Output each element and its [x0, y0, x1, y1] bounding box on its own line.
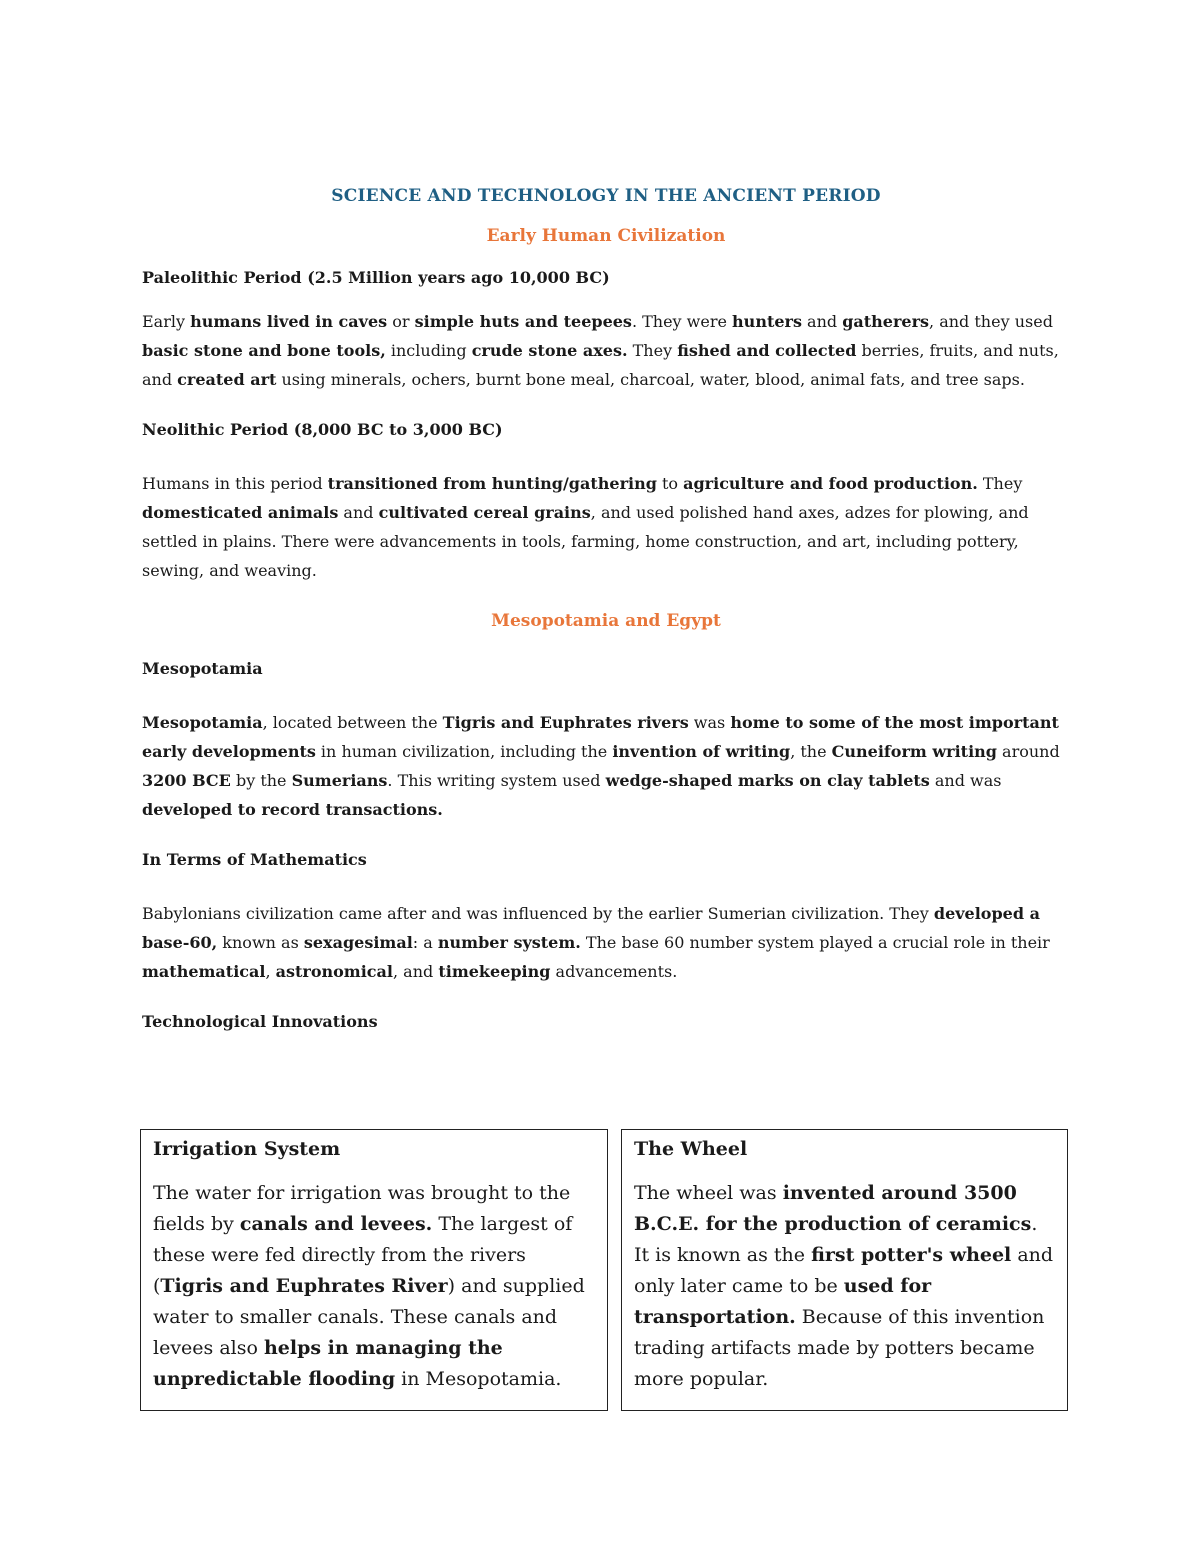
bold-text: Tigris and Euphrates River [160, 1275, 448, 1297]
bold-text: gatherers [842, 312, 930, 331]
bold-text: sexagesimal [303, 933, 413, 952]
bold-text: Sumerians [291, 771, 388, 790]
bold-text: transitioned from hunting/gathering [327, 474, 657, 493]
text-run: Babylonians civilization came after and was influenced by the earlier Sumerian civilization. They [142, 904, 934, 923]
bold-text: first potter's wheel [811, 1244, 1012, 1266]
text-run: and [801, 312, 843, 331]
wheel-title: The Wheel [634, 1138, 748, 1160]
text-run: Because of this invention trading artifacts made by potters became more popular. [634, 1306, 1045, 1390]
irrigation-system-text [153, 1178, 595, 1395]
text-run: to [656, 474, 684, 493]
document-page [142, 186, 1070, 1051]
text-run: . It is known as the [634, 1213, 1038, 1266]
text-run: or [387, 312, 415, 331]
bold-text: humans lived in caves [190, 312, 388, 331]
text-run: using minerals, ochers, burnt bone meal, charcoal, water, blood, animal fats, and tree saps. [276, 370, 1025, 389]
bold-text: basic stone and bone tools, [142, 341, 386, 360]
text-run: , located between the [262, 713, 443, 732]
bold-text: cultivated cereal grains [378, 503, 591, 522]
text-run: They [977, 474, 1023, 493]
bold-text: number system. [437, 933, 581, 952]
text-run: Early [142, 312, 191, 331]
bold-text: mathematical [142, 962, 266, 981]
paragraph-paleolithic [142, 307, 1070, 394]
text-run: and only later came to be [634, 1244, 1054, 1297]
text-run: The water for irrigation was brought to the fields by [153, 1182, 571, 1235]
text-run: . They were [631, 312, 733, 331]
text-run: advancements. [550, 962, 678, 981]
bold-text: helps in managing the unpredictable flooding [153, 1337, 503, 1390]
section-title-mesopotamia-egypt: Mesopotamia and Egypt [491, 611, 721, 631]
text-run: in Mesopotamia. [395, 1368, 562, 1390]
text-run: , the [790, 742, 832, 761]
heading-mathematics: In Terms of Mathematics [142, 850, 367, 869]
text-run: and was [929, 771, 1002, 790]
bold-text: Tigris and Euphrates rivers [442, 713, 689, 732]
bold-text: hunters [732, 312, 802, 331]
bold-text: agriculture and food production. [683, 474, 978, 493]
text-run: , and they used [929, 312, 1053, 331]
text-run: , and [393, 962, 439, 981]
bold-text: developed a base-60, [142, 904, 1040, 952]
bold-text: Mesopotamia [142, 713, 263, 732]
bold-text: timekeeping [438, 962, 551, 981]
bold-text: canals and levees. [239, 1213, 433, 1235]
text-run: ) and supplied water to smaller canals. These canals and levees also [153, 1275, 585, 1359]
text-run: by the [230, 771, 292, 790]
irrigation-system-title: Irrigation System [153, 1138, 341, 1160]
text-run: , [265, 962, 276, 981]
bold-text: simple huts and teepees [414, 312, 632, 331]
wheel-box [621, 1129, 1068, 1411]
text-run: berries, fruits, and nuts, and [142, 341, 1059, 389]
text-run: in human civilization, including the [315, 742, 613, 761]
heading-neolithic: Neolithic Period (8,000 BC to 3,000 BC) [142, 420, 503, 439]
paragraph-mathematics [142, 899, 1070, 986]
bold-text: home to some of the most important early developments [142, 713, 1059, 761]
heading-technological-innovations: Technological Innovations [142, 1012, 378, 1031]
text-run: They [627, 341, 678, 360]
heading-mesopotamia: Mesopotamia [142, 659, 263, 678]
document-title: SCIENCE AND TECHNOLOGY IN THE ANCIENT PERIOD [331, 186, 881, 206]
bold-text: created art [177, 370, 277, 389]
bold-text: developed to record transactions. [142, 800, 443, 819]
bold-text: Cuneiform writing [831, 742, 997, 761]
text-run: : a [412, 933, 438, 952]
bold-text: domesticated animals [142, 503, 339, 522]
paragraph-neolithic [142, 469, 1070, 585]
wheel-text [634, 1178, 1055, 1395]
text-run: including [385, 341, 472, 360]
innovations-boxes [140, 1129, 1068, 1413]
paragraph-mesopotamia [142, 708, 1070, 824]
text-run: The base 60 number system played a crucial role in their [580, 933, 1050, 952]
text-run: Humans in this period [142, 474, 328, 493]
text-run: known as [217, 933, 304, 952]
text-run: and [338, 503, 379, 522]
text-run: , and used polished hand axes, adzes for plowing, and settled in plains. There were advancements in tools, farming, home construction, and art, including pottery, sewing, and weaving. [142, 503, 1029, 580]
heading-paleolithic: Paleolithic Period (2.5 Million years ago 10,000 BC) [142, 268, 610, 287]
bold-text: crude stone axes. [471, 341, 628, 360]
bold-text: 3200 BCE [142, 771, 231, 790]
bold-text: astronomical [275, 962, 393, 981]
irrigation-system-box [140, 1129, 608, 1411]
bold-text: used for transportation. [634, 1275, 932, 1328]
bold-text: invented around 3500 B.C.E. for the production of ceramics [634, 1182, 1032, 1235]
section-title-early-human: Early Human Civilization [486, 226, 726, 246]
bold-text: fished and collected [677, 341, 857, 360]
text-run: around [996, 742, 1060, 761]
text-run: The largest of these were fed directly from the rivers ( [153, 1213, 573, 1297]
text-run: was [688, 713, 731, 732]
bold-text: wedge-shaped marks on clay tablets [605, 771, 930, 790]
text-run: The wheel was [634, 1182, 783, 1204]
text-run: . This writing system used [387, 771, 606, 790]
bold-text: invention of writing [612, 742, 791, 761]
